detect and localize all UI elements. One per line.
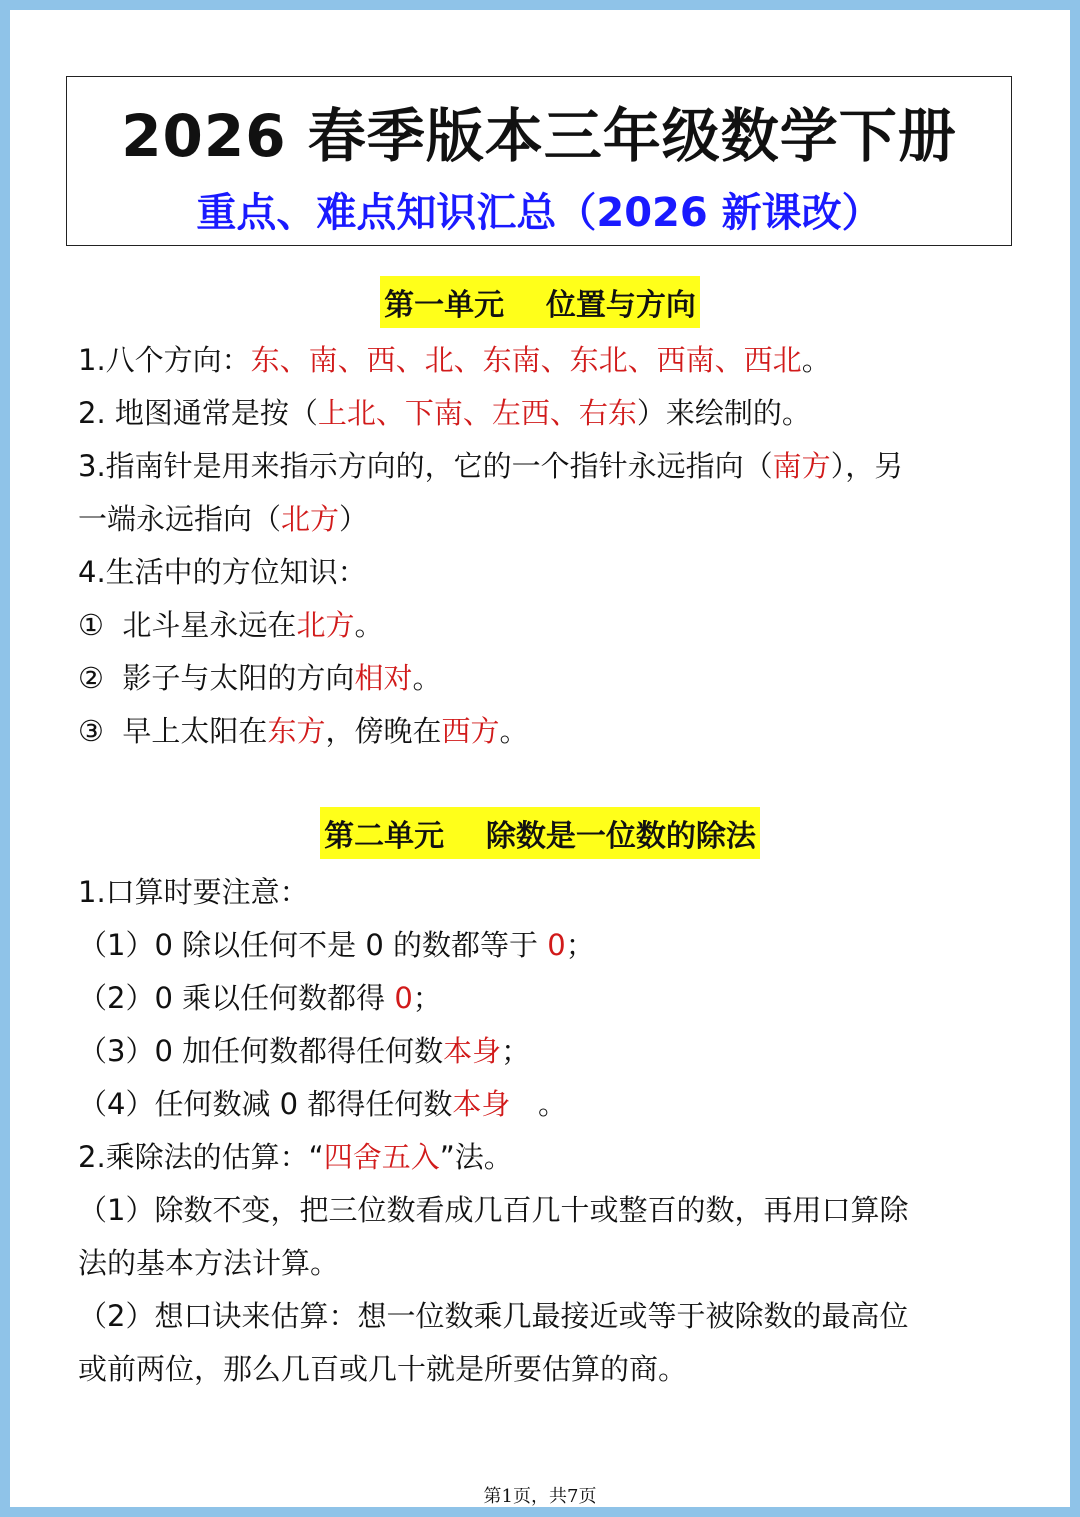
page-number: 第1页，共7页 <box>483 1486 597 1507</box>
unit2-line-6: 2.乘除法的估算：“四舍五入”法。 <box>78 1140 513 1174</box>
page-title: 2026 春季版本三年级数学下册 <box>121 102 957 170</box>
document-page <box>10 10 1070 1507</box>
unit1-line-7: ② 影子与太阳的方向相对。 <box>78 661 442 695</box>
unit1-line-8: ③ 早上太阳在东方，傍晚在西方。 <box>78 714 529 748</box>
unit2-line-9: （2）想口诀来估算：想一位数乘几最接近或等于被除数的最高位 <box>78 1299 909 1333</box>
unit2-line-4: （3）0 加任何数都得任何数本身； <box>78 1034 531 1068</box>
unit2-line-3: （2）0 乘以任何数都得 0； <box>78 981 442 1015</box>
unit2-line-5: （4）任何数减 0 都得任何数本身 。 <box>78 1087 568 1121</box>
unit1-line-2: 2. 地图通常是按（上北、下南、左西、右东）来绘制的。 <box>78 396 811 430</box>
unit1-line-5: 4.生活中的方位知识： <box>78 555 367 589</box>
unit1-line-1: 1.八个方向：东、南、西、北、东南、东北、西南、西北。 <box>78 343 831 377</box>
title-box <box>66 76 1012 246</box>
unit2-line-8: 法的基本方法计算。 <box>78 1246 340 1280</box>
unit1-heading: 第一单元 位置与方向 <box>10 276 1070 328</box>
unit2-line-7: （1）除数不变，把三位数看成几百几十或整百的数，再用口算除 <box>78 1193 909 1227</box>
unit1-line-4: 一端永远指向（北方） <box>78 502 369 536</box>
unit2-line-1: 1.口算时要注意： <box>78 875 309 909</box>
unit2-line-10: 或前两位，那么几百或几十就是所要估算的商。 <box>78 1352 688 1386</box>
unit2-line-2: （1）0 除以任何不是 0 的数都等于 0； <box>78 928 595 962</box>
unit2-heading: 第二单元 除数是一位数的除法 <box>10 807 1070 859</box>
unit1-line-3: 3.指南针是用来指示方向的，它的一个指针永远指向（南方），另 <box>78 449 904 483</box>
page-subtitle: 重点、难点知识汇总（2026 新课改） <box>196 190 882 236</box>
unit1-line-6: ① 北斗星永远在北方。 <box>78 608 384 642</box>
